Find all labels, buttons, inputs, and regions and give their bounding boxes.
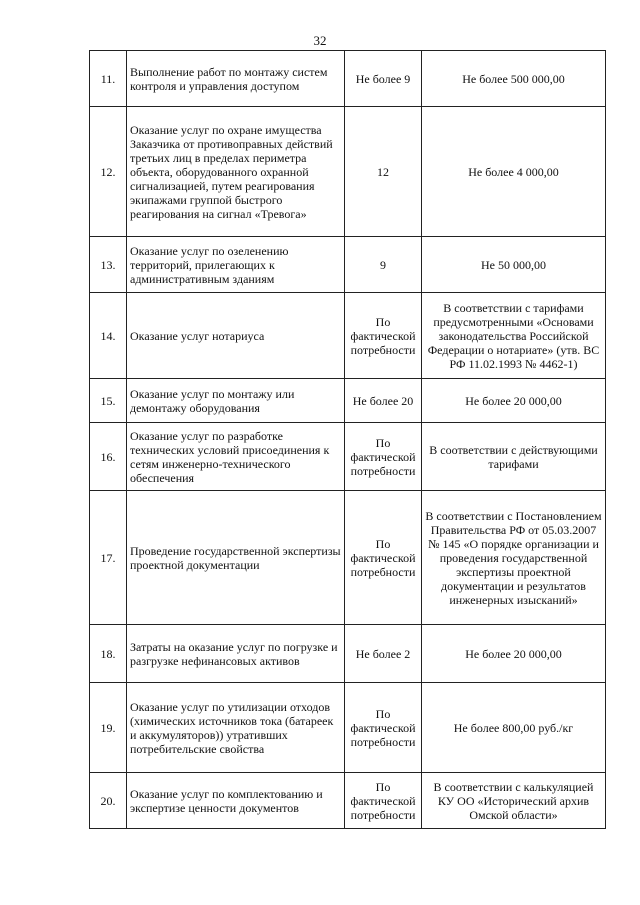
- table-row: [90, 293, 606, 379]
- service-name: Оказание услуг по комплектованию и экспертизе ценности документов: [127, 773, 345, 829]
- table-row: [90, 379, 606, 423]
- page-number: 32: [313, 33, 327, 48]
- price: Не более 20 000,00: [422, 379, 606, 423]
- row-number: 20.: [90, 773, 127, 829]
- price: В соответствии с Постановлением Правительства РФ от 05.03.2007 № 145 «О порядке организации и проведения государственной экспертизы проектной документации и результатов инженерных изысканий»: [422, 491, 606, 625]
- service-name: Оказание услуг по разработке технических условий присоединения к сетям инженерно-технического обеспечения: [127, 423, 345, 491]
- price: Не более 500 000,00: [422, 51, 606, 107]
- table-row: [90, 237, 606, 293]
- row-number: 14.: [90, 293, 127, 379]
- row-number: 11.: [90, 51, 127, 107]
- table-row: [90, 107, 606, 237]
- price: Не 50 000,00: [422, 237, 606, 293]
- price: В соответствии с калькуляцией КУ ОО «Исторический архив Омской области»: [422, 773, 606, 829]
- quantity: 12: [345, 107, 422, 237]
- row-number: 12.: [90, 107, 127, 237]
- quantity: По фактической потребности: [345, 683, 422, 773]
- row-number: 19.: [90, 683, 127, 773]
- quantity: Не более 20: [345, 379, 422, 423]
- row-number: 13.: [90, 237, 127, 293]
- quantity: По фактической потребности: [345, 423, 422, 491]
- services-table: [89, 50, 606, 829]
- service-name: Оказание услуг нотариуса: [127, 293, 345, 379]
- table-row: [90, 491, 606, 625]
- table-row: [90, 683, 606, 773]
- price: Не более 800,00 руб./кг: [422, 683, 606, 773]
- price: В соответствии с тарифами предусмотренными «Основами законодательства Российской Федерации о нотариате» (утв. ВС РФ 11.02.1993 № 4462-1): [422, 293, 606, 379]
- table-row: [90, 51, 606, 107]
- row-number: 18.: [90, 625, 127, 683]
- price: Не более 20 000,00: [422, 625, 606, 683]
- table-row: [90, 625, 606, 683]
- row-number: 16.: [90, 423, 127, 491]
- quantity: По фактической потребности: [345, 773, 422, 829]
- row-number: 15.: [90, 379, 127, 423]
- price: В соответствии с действующими тарифами: [422, 423, 606, 491]
- service-name: Оказание услуг по озеленению территорий, прилегающих к административным зданиям: [127, 237, 345, 293]
- service-name: Оказание услуг по охране имущества Заказчика от противоправных действий третьих лиц в пределах периметра объекта, оборудованного охранной сигнализацией, путем реагирования экипажами группой быстрого реагирования на сигнал «Тревога»: [127, 107, 345, 237]
- row-number: 17.: [90, 491, 127, 625]
- table-row: [90, 773, 606, 829]
- table-row: [90, 423, 606, 491]
- service-name: Оказание услуг по монтажу или демонтажу оборудования: [127, 379, 345, 423]
- service-name: Затраты на оказание услуг по погрузке и разгрузке нефинансовых активов: [127, 625, 345, 683]
- quantity: По фактической потребности: [345, 491, 422, 625]
- service-name: Оказание услуг по утилизации отходов (химических источников тока (батареек и аккумуляторов)) утративших потребительские свойства: [127, 683, 345, 773]
- quantity: Не более 9: [345, 51, 422, 107]
- service-name: Выполнение работ по монтажу систем контроля и управления доступом: [127, 51, 345, 107]
- price: Не более 4 000,00: [422, 107, 606, 237]
- quantity: По фактической потребности: [345, 293, 422, 379]
- quantity: Не более 2: [345, 625, 422, 683]
- service-name: Проведение государственной экспертизы проектной документации: [127, 491, 345, 625]
- quantity: 9: [345, 237, 422, 293]
